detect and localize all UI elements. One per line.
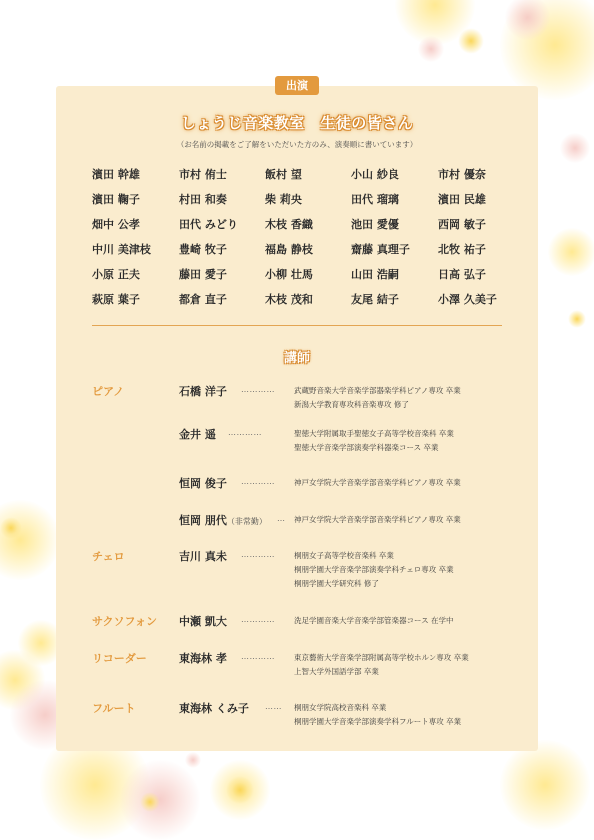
leader-dots: … <box>277 514 286 523</box>
teacher-name-text: 吉川 真未 <box>179 550 227 563</box>
leader-dots: ………… <box>241 652 275 661</box>
student-name: 市村 優奈 <box>438 168 486 181</box>
teacher-status: （非常勤） <box>226 517 267 526</box>
student-name: 齋藤 真理子 <box>351 243 410 256</box>
teacher-name <box>179 548 227 564</box>
student-name: 村田 和奏 <box>179 193 227 206</box>
teacher-name-text: 恒岡 朋代 <box>179 514 227 527</box>
teacher-credential: 神戸女学院大学音楽学部音楽学科ピアノ専攻 卒業 <box>294 515 461 524</box>
student-name: 田代 みどり <box>179 218 238 231</box>
leader-dots: …… <box>265 702 282 711</box>
student-name: 小澤 久美子 <box>438 293 497 306</box>
student-name: 豊崎 牧子 <box>179 243 227 256</box>
instrument-label: サクソフォン <box>92 615 158 628</box>
student-name: 市村 侑士 <box>179 168 227 181</box>
teacher-credential: 桐朋学園大学研究科 修了 <box>294 579 379 588</box>
student-name: 友尾 結子 <box>351 293 399 306</box>
teacher-credential: 新潟大学教育専攻科音楽専攻 修了 <box>294 400 409 409</box>
bokeh-decoration <box>185 752 201 768</box>
listing-note: （お名前の掲載をご了解をいただいた方のみ、演奏順に書いています） <box>176 140 418 149</box>
student-name: 福島 静枝 <box>265 243 313 256</box>
student-name: 日高 弘子 <box>438 268 486 281</box>
bokeh-decoration <box>568 310 586 328</box>
student-name: 濱田 民雄 <box>438 193 486 206</box>
teacher-name-text: 金井 遥 <box>179 428 216 441</box>
teachers-heading: 講師 <box>283 351 310 366</box>
leader-dots: ………… <box>241 550 275 559</box>
teacher-credential: 聖徳大学音楽学部演奏学科器楽コース 卒業 <box>294 443 439 452</box>
instrument-label: リコーダー <box>92 652 147 665</box>
teacher-credential: 武蔵野音楽大学音楽学部器楽学科ピアノ専攻 卒業 <box>294 386 461 395</box>
student-name: 萩原 葉子 <box>92 293 140 306</box>
student-name: 木枝 香織 <box>265 218 313 231</box>
instrument-label: ピアノ <box>92 385 125 398</box>
teacher-credential: 桐朋女子高等学校音楽科 卒業 <box>294 551 394 560</box>
bokeh-decoration <box>560 133 590 163</box>
teacher-name-text: 中瀬 凱大 <box>179 615 227 628</box>
teacher-credential: 聖徳大学附属取手聖徳女子高等学校音楽科 卒業 <box>294 429 454 438</box>
student-name: 西岡 敏子 <box>438 218 486 231</box>
teacher-credential: 東京藝術大学音楽学部附属高等学校ホルン専攻 卒業 <box>294 653 469 662</box>
bokeh-decoration <box>0 517 22 539</box>
student-name: 小原 正夫 <box>92 268 140 281</box>
teacher-credential: 桐朋女学院高校音楽科 卒業 <box>294 703 387 712</box>
bokeh-decoration <box>120 760 200 840</box>
bokeh-decoration <box>210 760 270 820</box>
teacher-credential: 桐朋学園大学音楽学部演奏学科チェロ専攻 卒業 <box>294 565 454 574</box>
section-divider <box>92 325 502 326</box>
teacher-name <box>179 426 216 442</box>
teacher-name <box>179 613 227 629</box>
student-name: 田代 瑠璃 <box>351 193 399 206</box>
teacher-name <box>179 650 227 666</box>
teacher-credential: 上智大学外国語学部 卒業 <box>294 667 379 676</box>
student-name: 都倉 直子 <box>179 293 227 306</box>
bokeh-decoration <box>418 36 444 62</box>
teacher-name <box>179 475 227 491</box>
student-name: 藤田 愛子 <box>179 268 227 281</box>
bokeh-decoration <box>500 740 590 830</box>
teacher-credential: 洗足学園音楽大学音楽学部管楽器コース 在学中 <box>294 616 454 625</box>
teacher-name-text: 恒岡 俊子 <box>179 477 227 490</box>
student-name: 柴 莉央 <box>265 193 302 206</box>
student-name: 飯村 望 <box>265 168 302 181</box>
teacher-name <box>179 512 267 528</box>
student-name: 中川 美津枝 <box>92 243 151 256</box>
student-name: 木枝 茂和 <box>265 293 313 306</box>
leader-dots: ………… <box>228 428 262 437</box>
page-title: しょうじ音楽教室 生徒の皆さん <box>180 114 414 132</box>
student-name: 北牧 祐子 <box>438 243 486 256</box>
instrument-label: フルート <box>92 702 136 715</box>
teacher-name-text: 東海林 孝 <box>179 652 227 665</box>
bokeh-decoration <box>548 228 594 276</box>
bokeh-decoration <box>458 28 484 54</box>
teacher-credential: 桐朋学園大学音楽学部演奏学科フルート専攻 卒業 <box>294 717 462 726</box>
teacher-credential: 神戸女学院大学音楽学部音楽学科ピアノ専攻 卒業 <box>294 478 461 487</box>
student-name: 畑中 公孝 <box>92 218 140 231</box>
student-name: 山田 浩嗣 <box>351 268 399 281</box>
bokeh-decoration <box>395 0 475 45</box>
student-name: 濱田 幹雄 <box>92 168 140 181</box>
instrument-label: チェロ <box>92 550 125 563</box>
leader-dots: ………… <box>241 385 275 394</box>
bokeh-decoration <box>140 792 160 812</box>
student-name: 池田 愛優 <box>351 218 399 231</box>
teacher-name-text: 東海林 くみ子 <box>179 702 249 715</box>
performers-tag: 出演 <box>275 76 319 95</box>
bokeh-decoration <box>500 0 594 100</box>
student-name: 小柳 壮馬 <box>265 268 313 281</box>
teacher-name-text: 石橋 洋子 <box>179 385 227 398</box>
bokeh-decoration <box>0 650 45 710</box>
teacher-name <box>179 383 227 399</box>
bokeh-decoration <box>226 776 254 804</box>
bokeh-decoration <box>505 0 550 40</box>
student-name: 濱田 鞠子 <box>92 193 140 206</box>
bokeh-decoration <box>0 500 60 580</box>
leader-dots: ………… <box>241 615 275 624</box>
student-name: 小山 紗良 <box>351 168 399 181</box>
leader-dots: ………… <box>241 477 275 486</box>
teacher-name <box>179 700 249 716</box>
